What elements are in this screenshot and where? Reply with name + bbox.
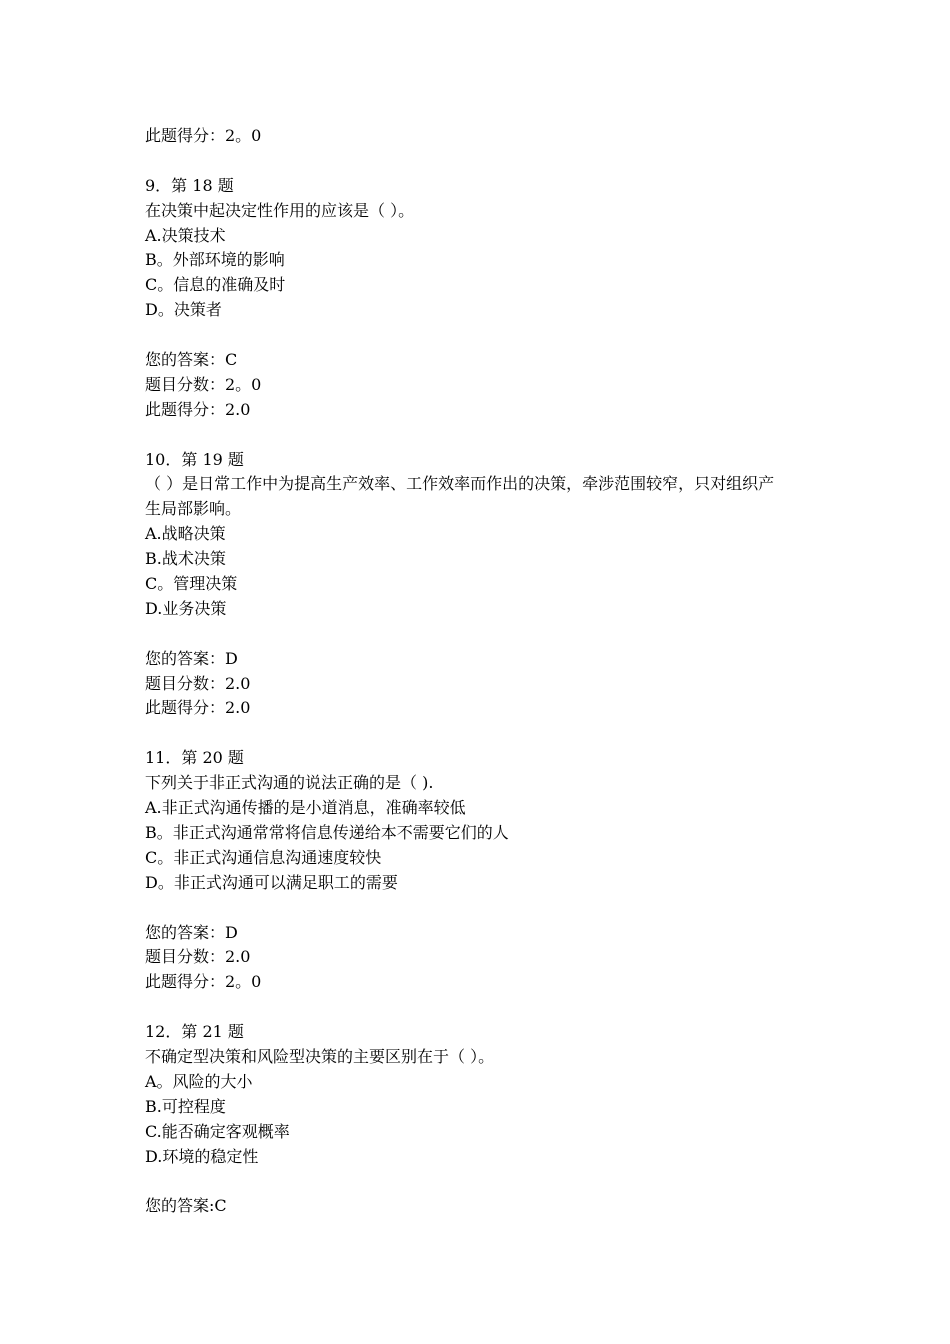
option-d: D.环境的稳定性: [145, 1146, 259, 1166]
question-points: 题目分数：2.0: [145, 947, 251, 967]
option-d: D.业务决策: [145, 598, 227, 618]
question-number: 11．第 20 题: [145, 748, 244, 768]
option-a: A。风险的大小: [145, 1071, 253, 1091]
option-c: C。信息的准确及时: [145, 275, 286, 295]
question-stem-line-2: 生局部影响。: [145, 499, 242, 519]
spacer: [145, 896, 825, 921]
option-c: C.能否确定客观概率: [145, 1121, 290, 1141]
option-a: A.非正式沟通传播的是小道消息，准确率较低: [145, 798, 466, 818]
question-12: [145, 1020, 825, 1219]
question-score: 此题得分：2。0: [145, 972, 262, 992]
your-answer: 您的答案：D: [145, 922, 238, 942]
question-9: [145, 174, 825, 423]
option-b: B。非正式沟通常常将信息传递给本不需要它们的人: [145, 822, 509, 842]
spacer: [145, 622, 825, 647]
document-page: [145, 124, 825, 1219]
question-number: 10．第 19 题: [145, 449, 244, 469]
spacer: [145, 423, 825, 448]
question-points: 题目分数：2.0: [145, 673, 251, 693]
option-b: B.战术决策: [145, 549, 226, 569]
option-a: A.战略决策: [145, 524, 226, 544]
question-score: 此题得分：2.0: [145, 698, 251, 718]
option-d: D。决策者: [145, 300, 222, 320]
question-points: 题目分数：2。0: [145, 374, 262, 394]
question-stem: 下列关于非正式沟通的说法正确的是（ ).: [145, 773, 434, 793]
your-answer: 您的答案：D: [145, 648, 238, 668]
spacer: [145, 1169, 825, 1194]
option-b: B.可控程度: [145, 1096, 226, 1116]
question-11: [145, 746, 825, 995]
option-c: C。非正式沟通信息沟通速度较快: [145, 847, 382, 867]
question-score: 此题得分：2.0: [145, 399, 251, 419]
option-c: C。管理决策: [145, 574, 238, 594]
spacer: [145, 721, 825, 746]
question-10: [145, 448, 825, 722]
spacer: [145, 149, 825, 174]
option-d: D。非正式沟通可以满足职工的需要: [145, 872, 398, 892]
option-a: A.决策技术: [145, 225, 226, 245]
question-number: 12．第 21 题: [145, 1022, 244, 1042]
question-number: 9．第 18 题: [145, 175, 234, 195]
question-stem-line-1: （ ）是日常工作中为提高生产效率、工作效率而作出的决策，牵涉范围较窄，只对组织产: [145, 474, 775, 494]
question-stem: 不确定型决策和风险型决策的主要区别在于（ ）。: [145, 1046, 495, 1066]
question-stem: 在决策中起决定性作用的应该是（ ）。: [145, 200, 415, 220]
your-answer: 您的答案:C: [145, 1196, 227, 1216]
your-answer: 您的答案：C: [145, 350, 238, 370]
spacer: [145, 995, 825, 1020]
spacer: [145, 323, 825, 348]
option-b: B。外部环境的影响: [145, 250, 285, 270]
previous-question-score: 此题得分：2。0: [145, 126, 262, 145]
